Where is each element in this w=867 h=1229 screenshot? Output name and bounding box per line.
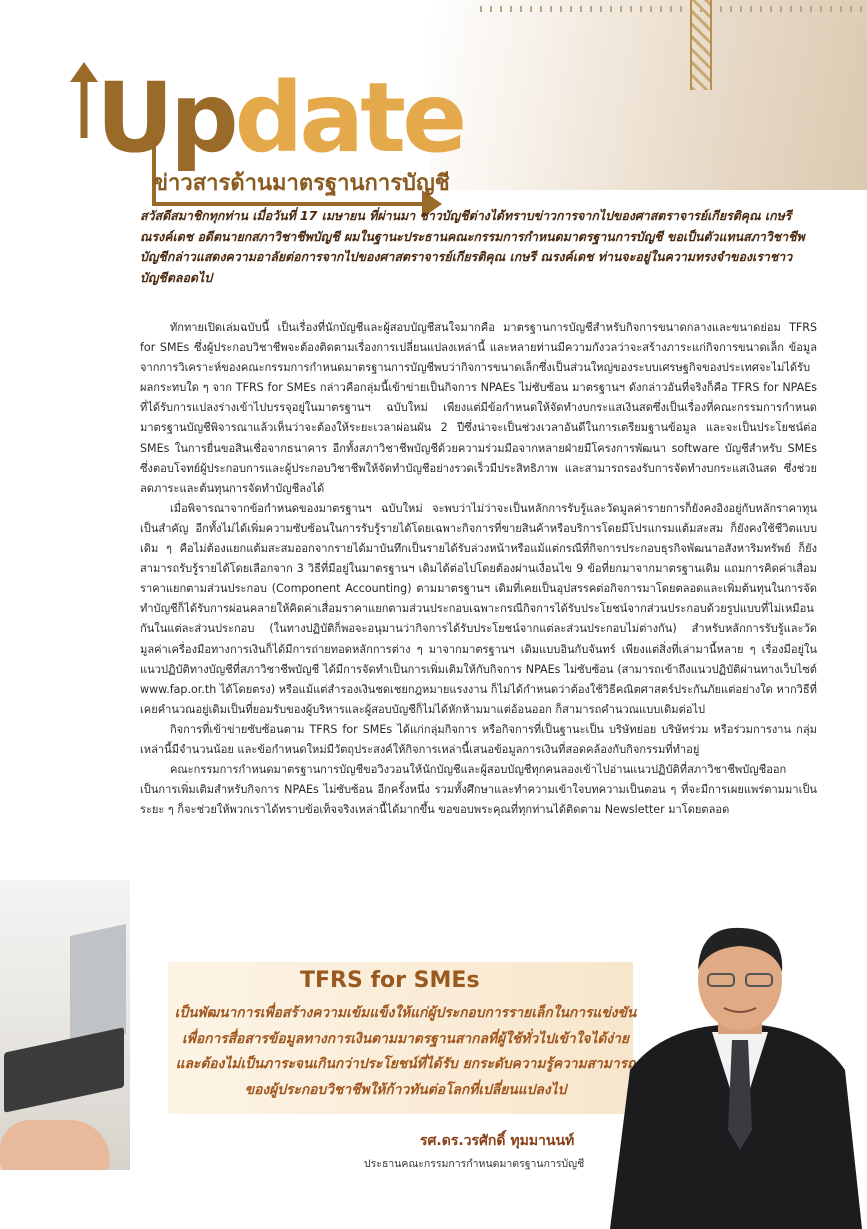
article-body [140,318,817,820]
header-background-image [430,0,867,190]
body-paragraph-1: ทักทายเปิดเล่มฉบับนี้ เป็นเรื่องที่นักบัญชีและผู้สอบบัญชีสนใจมากคือ มาตรฐานการบัญชีสำหรับกิจการขนาดกลางและขนาดย่อม TFRS for SMEs ซึ่งผู้ประกอบวิชาชีพจะต้องติดตามเรื่องการเปลี่ยนแปลงเหล่านี้ และหลายท่านมีความกังวลว่าจะสร้างภาระแก่กิจการขนาดเล็ก ข้อมูลจากการวิเคราะห์ของคณะกรรมการกำหนดมาตรฐานการบัญชีพบว่ากิจการขนาดเล็กซึ่งเป็นส่วนใหญ่ของระบบเศรษฐกิจของประเทศจะไม่ได้รับผลกระทบใด ๆ จาก TFRS for SMEs กล่าวคือกลุ่มนี้เข้าข่ายเป็นกิจการ NPAEs ไม่ซับซ้อน มาตรฐานฯ ดังกล่าวอันที่จริงก็คือ TFRS for NPAEs ที่ได้รับการแปลงร่างเข้าไปบรรจุอยู่ในมาตรฐานฯ ฉบับใหม่ เพียงแต่มีข้อกำหนดให้จัดทำงบกระแสเงินสดซึ่งเป็นเรื่องที่คณะกรรมการกำหนดมาตรฐานบัญชีพิจารณาแล้วเห็นว่าจะต้องให้ระยะเวลาผ่อนผัน 2 ปีซึ่งน่าจะเป็นช่วงเวลาอันดีในการเตรียมฐานข้อมูล และจะเป็นประโยชน์ต่อ SMEs ในการยื่นขอสินเชื่อจากธนาคาร อีกทั้งสภาวิชาชีพบัญชีด้วยความร่วมมือจากหลายฝ่ายมีโครงการพัฒนา software บัญชีสำหรับ SMEs ซึ่งตอบโจทย์ผู้ประกอบการและผู้ประกอบวิชาชีพให้จัดทำบัญชีอย่างรวดเร็วมีประสิทธิภาพ และสามารถรองรับการจัดทำงบกระแสเงินสด ซึ่งช่วยลดภาระและต้นทุนการจัดทำบัญชีลงได้ [140,321,817,495]
body-paragraph-4: คณะกรรมการกำหนดมาตรฐานการบัญชีขอวิงวอนให้นักบัญชีและผู้สอบบัญชีทุกคนลองเข้าไปอ่านแนวปฏิบัติที่สภาวิชาชีพบัญชีออกเป็นการเพิ่มเติมสำหรับกิจการ NPAEs ไม่ซับซ้อน อีกครั้งหนึ่ง รวมทั้งศึกษาและทำความเข้าใจบทความเป็นตอน ๆ ที่จะมีการเผยแพร่ตามมาเป็นระยะ ๆ ก็จะช่วยให้พวกเราได้ทราบข้อเท็จจริงเหล่านี้ได้มากขึ้น ขอขอบพระคุณที่ทุกท่านได้ติดตาม Newsletter มาโดยตลอด [140,763,817,817]
author-role: ประธานคณะกรรมการกำหนดมาตรฐานการบัญชี [364,1158,585,1170]
quote-line-3: และต้องไม่เป็นภาระจนเกินกว่าประโยชน์ที่ได้รับ ยกระดับความรู้ความสามารถ [175,1056,636,1072]
paper-graphic [0,1170,130,1229]
section-subtitle: ข่าวสารด้านมาตรฐานการบัญชี [153,171,450,196]
body-paragraph-2: เมื่อพิจารณาจากข้อกำหนดของมาตรฐานฯ ฉบับใหม่ จะพบว่าไม่ว่าจะเป็นหลักการรับรู้และวัดมูลค่ารายการก็ยังคงอิงอยู่กับหลักราคาทุนเป็นสำคัญ อีกทั้งไม่ได้เพิ่มความซับซ้อนในการรับรู้รายได้โดยเฉพาะกิจการที่ขายสินค้าหรือบริการโดยมีโปรแกรมแต้มสะสม ก็ยังคงใช้ชีวิตแบบเดิม ๆ คือไม่ต้องแยกแต้มสะสมออกจากรายได้มาบันทึกเป็นรายได้รับล่วงหน้าหรือแม้แต่กรณีที่กิจการประกอบธุรกิจพัฒนาอสังหาริมทรัพย์ ก็ยังสามารถรับรู้รายได้โดยเลือกจาก 3 วิธีที่มีอยู่ในมาตรฐานฯ เดิมได้ต่อไปโดยต้องผ่านเงื่อนไข 9 ข้อที่ยกมาจากมาตรฐานเดิม แถมการคิดค่าเสื่อมราคาแยกตามส่วนประกอบ (Component Accounting) ตามมาตรฐานฯ เดิมที่เคยเป็นอุปสรรคต่อกิจการมาโดยตลอดและเพิ่มต้นทุนในการจัดทำบัญชีก็ได้รับการผ่อนคลายให้คิดค่าเสื่อมราคาแยกตามส่วนประกอบเฉพาะกรณีกิจการได้รับประโยชน์จากส่วนประกอบด้วยรูปแบบที่ไม่เหมือนกันในแต่ละส่วนประกอบ (ในทางปฏิบัติก็พอจะอนุมานว่ากิจการได้รับประโยชน์จากแต่ละส่วนประกอบไม่ต่างกัน) สำหรับหลักการรับรู้และวัดมูลค่าเครื่องมือทางการเงินก็ได้มีการถ่ายทอดหลักการต่าง ๆ มาจากมาตรฐานฯ เดิมแบบอินกับจันทร์ เพียงแต่สิ่งที่เล่ามานี้หลาย ๆ เรื่องมีอยู่ในแนวปฏิบัติทางบัญชีที่สภาวิชาชีพบัญชี ได้มีการจัดทำเป็นการเพิ่มเติมให้กับกิจการ NPAEs ไม่ซับซ้อน (สามารถเข้าถึงแนวปฏิบัติผ่านทางเว็บไซต์ www.fap.or.th ได้โดยตรง) หรือแม้แต่สำรองเงินชดเชยกฎหมายแรงงาน ก็ไม่ได้กำหนดว่าต้องใช้วิธีคณิตศาสตร์ประกันภัยแต่อย่างใด หากวิธีที่เคยคำนวณอยู่เดิมเป็นที่ยอมรับของผู้บริหารและผู้สอบบัญชีก็ไม่ได้หักห้ามมาแต่อ้อนออก ก็สามารถคำนวณแบบเดิมต่อไป [140,501,817,716]
body-paragraph-3: กิจการที่เข้าข่ายซับซ้อนตาม TFRS for SMEs ได้แก่กลุ่มกิจการ หรือกิจการที่เป็นฐานะเป็น บริษัทย่อย บริษัทร่วม หรือร่วมการงาน กลุ่มเหล่านี้มีจำนวนน้อย และข้อกำหนดใหม่มีวัตถุประสงค์ให้กิจการเหล่านี้เสนอข้อมูลการเงินที่สอดคล้องกับกิจกรรมที่ทำอยู่ [140,722,817,756]
intro-paragraph: สวัสดีสมาชิกทุกท่าน เมื่อวันที่ 17 เมษายน ที่ผ่านมา ชาวบัญชีต่างได้ทราบข่าวการจากไปของศาสตราจารย์เกียรติคุณ เกษรี ณรงค์เดช อดีตนายกสภาวิชาชีพบัญชี ผมในฐานะประธานคณะกรรมการกำหนดมาตรฐานการบัญชี ขอเป็นตัวแทนสภาวิชาชีพบัญชีกล่าวแสดงความอาลัยต่อการจากไปของศาสตราจารย์เกียรติคุณ เกษรี ณรงค์เดช ท่านจะอยู่ในความทรงจำของเราชาวบัญชีตลอดไป [140,208,805,285]
quote-line-2: เพื่อการสื่อสารข้อมูลทางการเงินตามมาตรฐานสากลที่ผู้ใช้ทั่วไปเข้าใจได้ง่าย [182,1030,629,1047]
author-portrait [600,920,867,1229]
update-title-part2: date [234,62,464,174]
quote-box-title: TFRS for SMEs [300,968,480,993]
update-title [96,62,464,174]
crane-arm-graphic [480,6,867,12]
crane-tower-graphic [690,0,712,90]
author-name: รศ.ดร.วรศักดิ์ ทุมมานนท์ [420,1133,575,1149]
quote-box-text [168,1001,643,1103]
quote-line-1: เป็นพัฒนาการเพื่อสร้างความเข้มแข็งให้แก่ผู้ประกอบการรายเล็กในการแข่งขัน [174,1005,637,1021]
update-title-part1: Up [96,62,235,174]
quote-line-4: ของผู้ประกอบวิชาชีพให้ก้าวทันต่อโลกที่เปลี่ยนแปลงไป [244,1081,567,1098]
